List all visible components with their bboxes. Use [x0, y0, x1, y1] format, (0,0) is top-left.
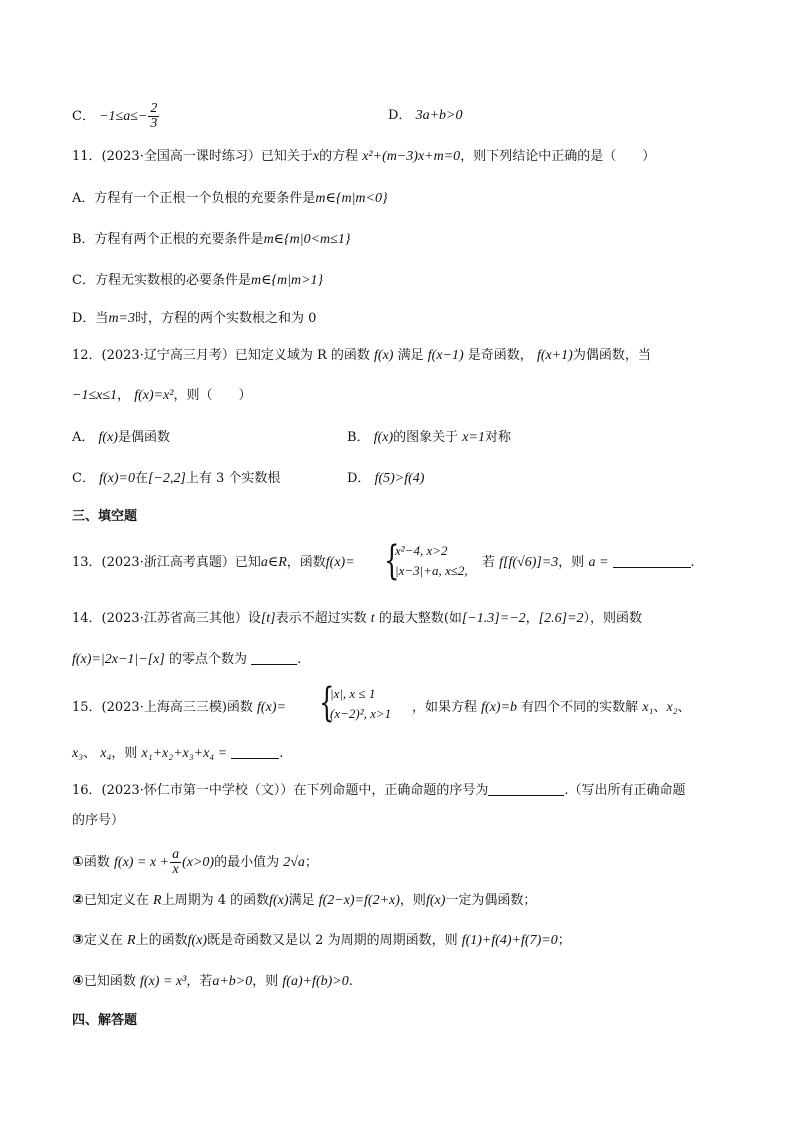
q13-answer-blank[interactable] [613, 553, 691, 568]
q15-stem: 15．(2023·上海高三三模)函数 f(x)= [72, 700, 286, 715]
q12-option-a: A． f(x)是偶函数 [72, 430, 170, 445]
section-answer-heading: 四、解答题 [72, 1013, 138, 1028]
q13-condition: 若 f[f(√6)]=3，则 a = . [482, 555, 695, 570]
q12-stem: 12．(2023·辽宁高三月考）已知定义域为 R 的函数 f(x) 满足 f(x−1) 是奇函数， f(x+1)为偶函数，当 [72, 348, 651, 363]
q10-option-c-fraction: $\frac{2}{3}$ [150, 101, 158, 131]
q13-piecewise: { x²−4, x>2 |x−3|+a, x≤2, [384, 538, 468, 584]
q11-option-d: D．当m=3时，方程的两个实数根之和为 0 [72, 311, 317, 326]
q13-brace: { [384, 538, 400, 584]
q12-option-b: B． f(x)的图象关于 x=1对称 [347, 430, 511, 445]
q14-stem-line2: f(x)=|2x−1|−[x] 的零点个数为 . [72, 652, 302, 667]
q11-option-c: C．方程无实数根的必要条件是m∈{m|m>1} [72, 273, 324, 288]
q10-option-d: D． 3a+b>0 [388, 108, 463, 123]
q16-item-1: ①函数 f(x) = x + $\frac{a}{x}$ (x>0)的最小值为 2√a； [72, 847, 318, 877]
q10-option-c: C． −1≤a≤− $\frac{2}{3}$ [72, 101, 158, 131]
q14-answer-blank[interactable] [251, 650, 297, 665]
section-fill-in-heading: 三、填空题 [72, 509, 138, 524]
q16-item-3: ③定义在 R上的函数f(x)既是奇函数又是以 2 为周期的周期函数，则 f(1)+f(4)+f(7)=0； [72, 932, 571, 948]
q10-option-c-math: −1≤a≤− [99, 109, 148, 124]
q15-stem-line2: x₃、 x₄，则 x₁+x₂+x₃+x₄ = . [72, 746, 284, 761]
q14-stem: 14．(2023·江苏省高三其他）设[t]表示不超过实数 t 的最大整数(如[−1.3]=−2，[2.6]=2），则函数 [72, 611, 643, 626]
q12-option-c: C． f(x)=0在[−2,2]上有 3 个实数根 [72, 471, 281, 486]
q12-option-d: D． f(5)>f(4) [347, 471, 425, 486]
q16-stem: 16．(2023·怀仁市第一中学校（文））在下列命题中，正确命题的序号为 .（写出所有正确命题 [72, 783, 686, 798]
q11-option-a: A．方程有一个正根一个负根的充要条件是m∈{m|m<0} [72, 191, 388, 206]
q11-stem: 11．(2023·全国高一课时练习）已知关于x的方程 x²+(m−3)x+m=0，则下列结论中正确的是（ ） [72, 149, 656, 164]
q15-answer-blank[interactable] [231, 744, 279, 759]
q16-item1-fraction: $\frac{a}{x}$ [172, 847, 180, 877]
q12-stem-line2: −1≤x≤1， f(x)=x²，则（ ） [72, 388, 252, 403]
q16-item-4: ④已知函数 f(x) = x³，若a+b>0，则 f(a)+f(b)>0. [72, 973, 353, 989]
q15-condition: ，如果方程 f(x)=b 有四个不同的实数解 x₁、x₂、 [412, 700, 691, 715]
q13-stem: 13．(2023·浙江高考真题）已知a∈R，函数f(x)= [72, 555, 355, 570]
q11-option-b: B．方程有两个正根的充要条件是m∈{m|0<m≤1} [72, 232, 351, 247]
q15-piecewise: { |x|, x ≤ 1 (x−2)², x>1 [319, 680, 392, 726]
q16-item-2: ②已知定义在 R上周期为 4 的函数f(x)满足 f(2−x)=f(2+x)，则f(x)一定为偶函数； [72, 892, 537, 908]
q16-stem-line2: 的序号） [72, 813, 125, 828]
q16-answer-blank[interactable] [488, 781, 564, 796]
q15-brace: { [319, 680, 335, 726]
